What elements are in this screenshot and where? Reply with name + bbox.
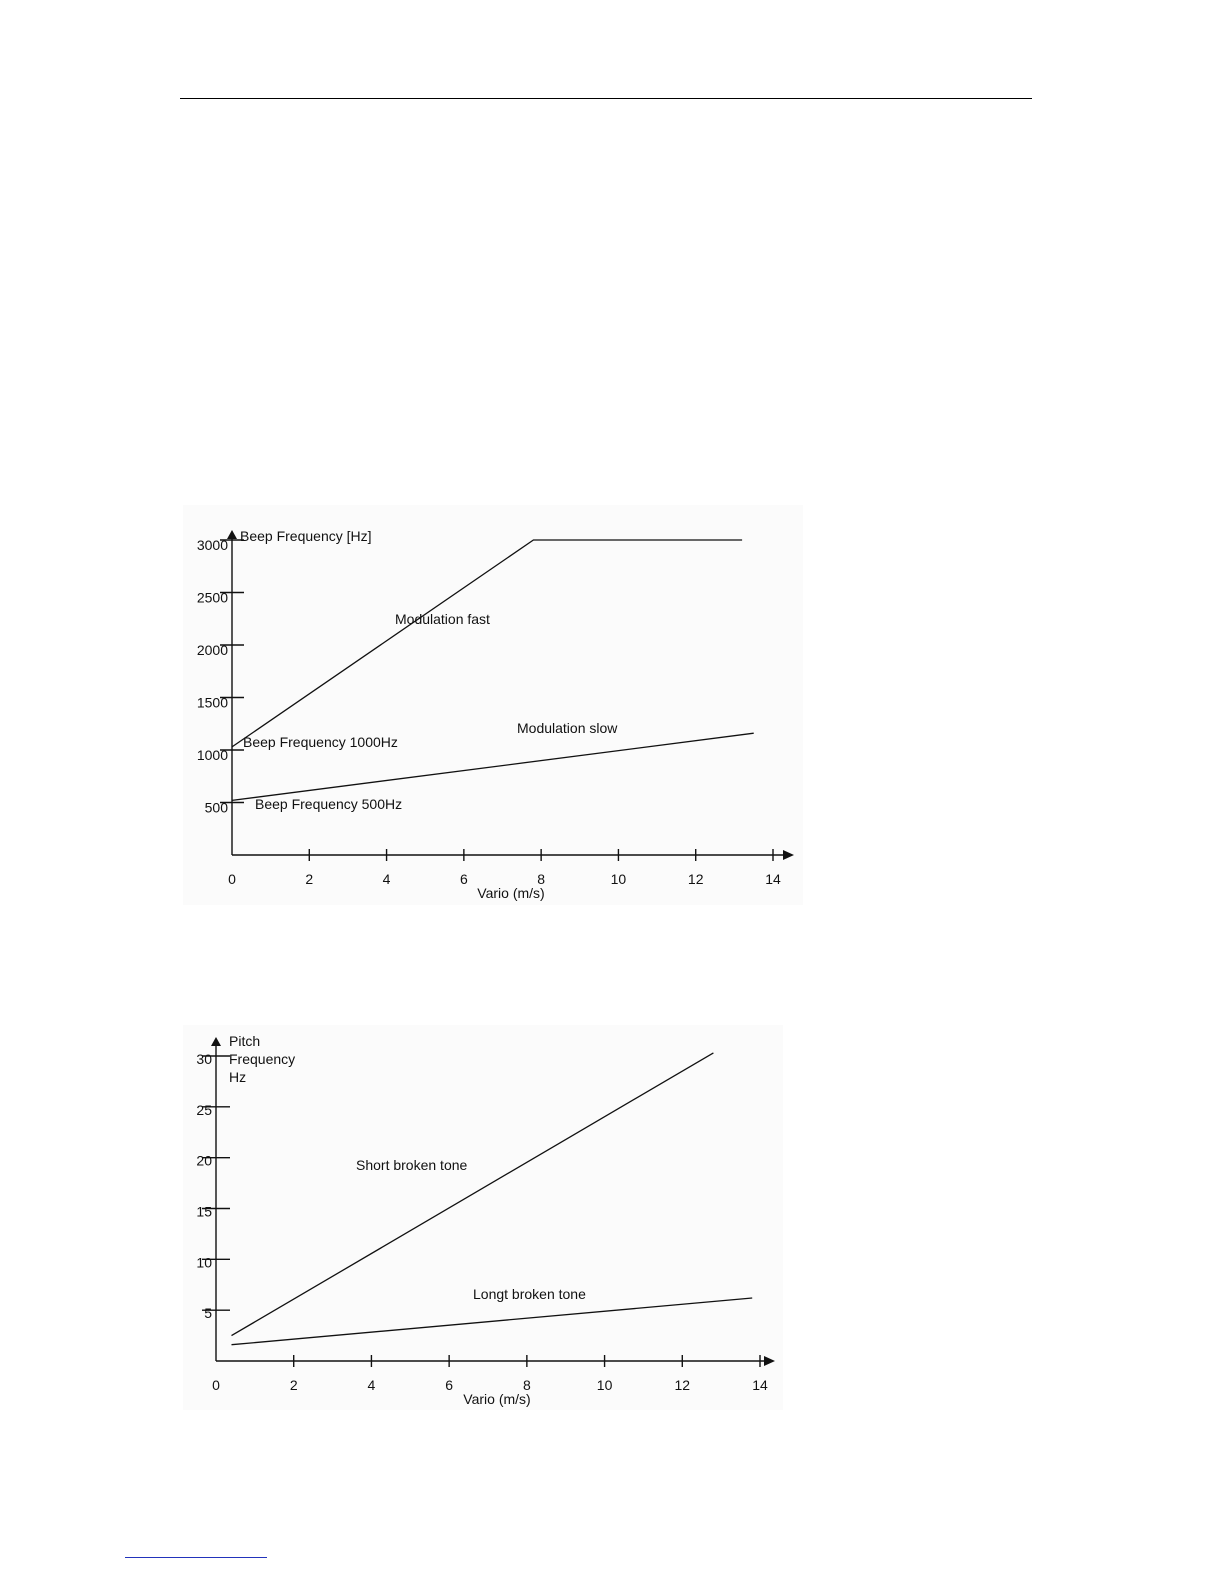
- y-tick-label: 1000: [196, 747, 228, 763]
- x-axis-arrow: [783, 850, 794, 860]
- series-label-1: Longt broken tone: [473, 1286, 586, 1302]
- x-tick-label: 0: [212, 1377, 220, 1393]
- series-line-1: [232, 1298, 753, 1345]
- y-axis-arrow: [211, 1037, 221, 1046]
- y-axis-title-line: Pitch: [229, 1033, 261, 1049]
- series-label-0: Modulation fast: [395, 611, 490, 627]
- x-axis-arrow: [764, 1356, 775, 1366]
- header-rule: [180, 98, 1032, 99]
- x-tick-label: 4: [367, 1377, 376, 1393]
- x-tick-label: 4: [382, 871, 391, 887]
- pitch-frequency-chart-svg: [183, 1025, 783, 1410]
- y-tick-label: 500: [204, 799, 228, 816]
- annotation-label: Beep Frequency 1000Hz: [243, 734, 398, 750]
- y-axis-arrow: [227, 530, 237, 539]
- x-tick-label: 6: [459, 871, 468, 887]
- y-axis-title-line: Frequency: [229, 1051, 296, 1067]
- series-line-0: [232, 540, 742, 747]
- x-tick-label: 10: [610, 871, 627, 887]
- x-tick-label: 2: [289, 1377, 298, 1393]
- y-tick-label: 20: [196, 1152, 212, 1169]
- x-tick-label: 6: [445, 1377, 454, 1393]
- series-label-1: Modulation slow: [517, 720, 618, 736]
- x-tick-label: 8: [522, 1377, 531, 1393]
- y-tick-label: 25: [196, 1101, 212, 1118]
- x-tick-label: 14: [752, 1377, 768, 1393]
- x-tick-label: 14: [765, 871, 781, 887]
- x-tick-label: 8: [537, 871, 546, 887]
- x-tick-label: 10: [596, 1377, 613, 1393]
- x-tick-label: 12: [674, 1377, 691, 1393]
- y-tick-label: 1500: [196, 694, 228, 711]
- y-tick-label: 30: [196, 1051, 212, 1067]
- beep-frequency-chart-svg: [183, 505, 803, 905]
- y-tick-label: 2000: [196, 642, 228, 658]
- pitch-frequency-chart: [183, 1025, 783, 1410]
- y-tick-label: 10: [196, 1254, 212, 1271]
- x-tick-label: 2: [305, 871, 314, 887]
- y-tick-label: 2500: [196, 589, 228, 606]
- y-axis-title: Beep Frequency [Hz]: [240, 528, 372, 544]
- annotation-label: Beep Frequency 500Hz: [255, 796, 403, 812]
- series-label-0: Short broken tone: [356, 1157, 468, 1173]
- y-tick-label: 3000: [196, 537, 228, 553]
- x-axis-title: Vario (m/s): [477, 885, 545, 901]
- beep-frequency-chart: [183, 505, 803, 905]
- footer-link-rule: [125, 1557, 267, 1558]
- x-tick-label: 0: [228, 871, 236, 887]
- x-tick-label: 12: [687, 871, 704, 887]
- y-tick-label: 5: [204, 1305, 212, 1322]
- x-axis-title: Vario (m/s): [463, 1391, 531, 1407]
- y-tick-label: 15: [196, 1203, 212, 1220]
- y-axis-title-line: Hz: [229, 1069, 247, 1085]
